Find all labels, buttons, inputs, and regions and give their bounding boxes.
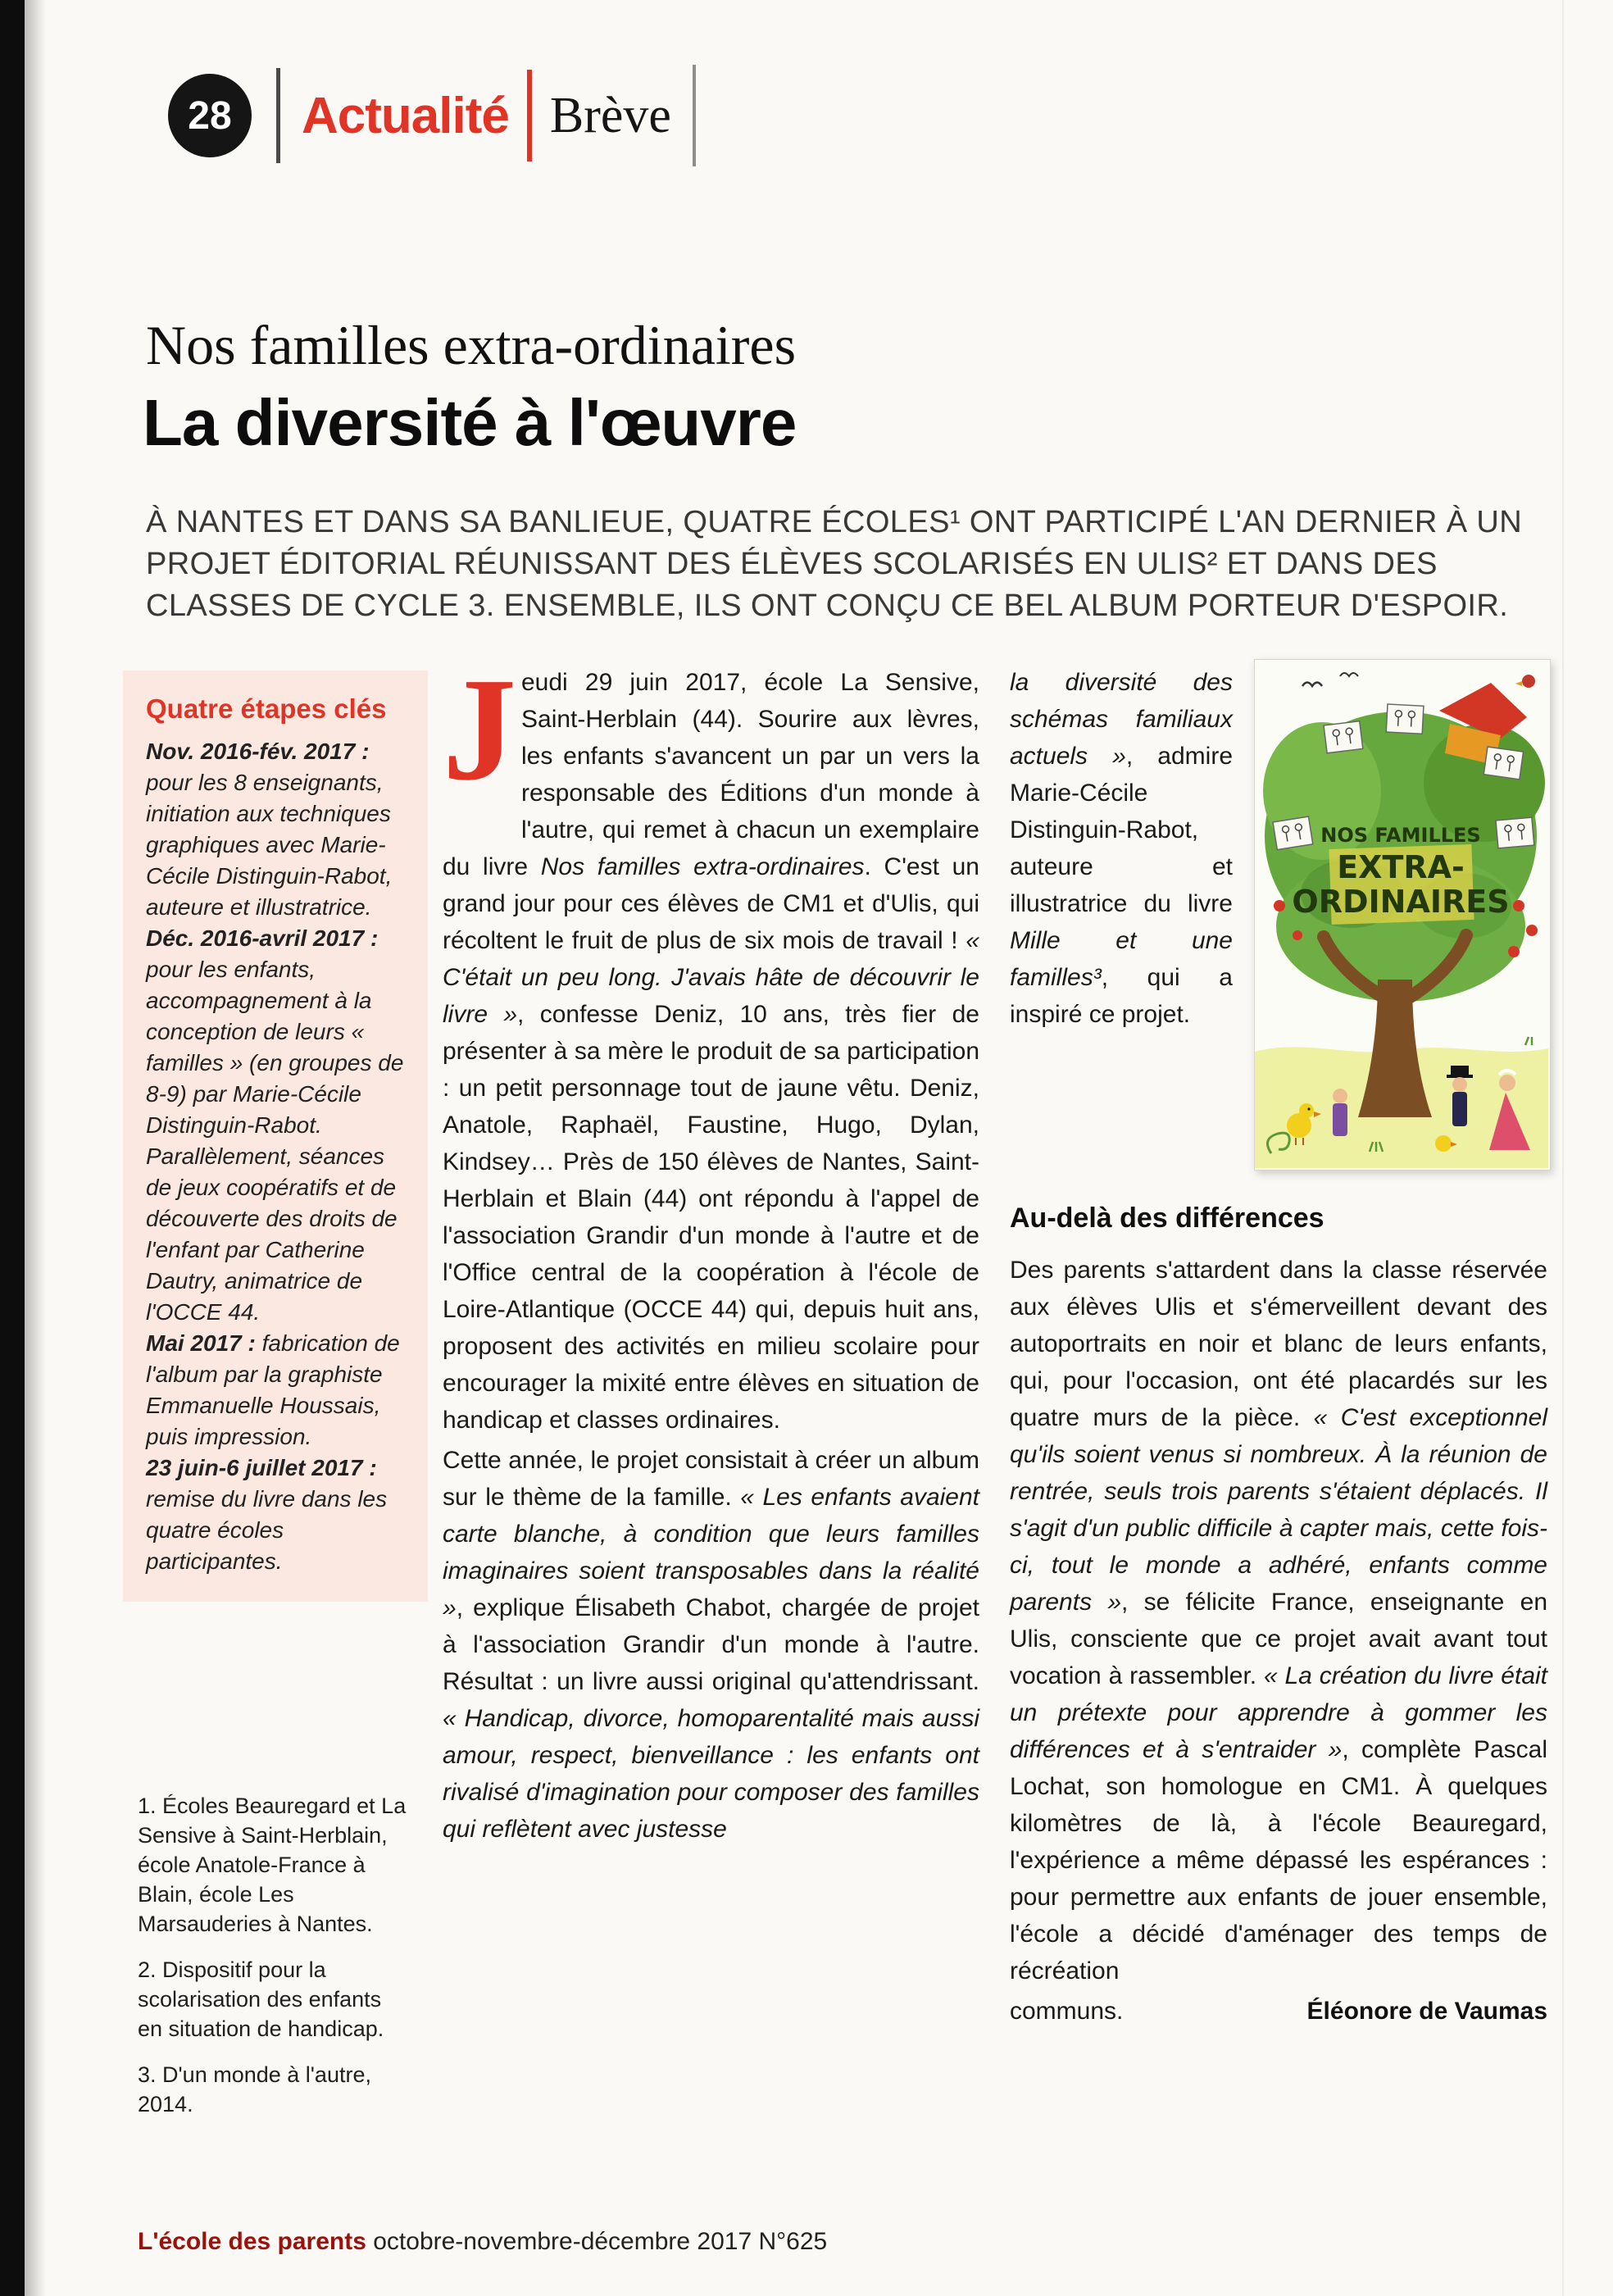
footnotes [138,1791,408,2135]
divider [276,68,280,163]
dropcap: J [443,648,516,811]
final-line [1010,1993,1547,2030]
footnote: 3. D'un monde à l'autre, 2014. [138,2062,371,2116]
footnote: 1. Écoles Beauregard et La Sensive à Saint-Herblain, école Anatole-France à Blain, école Les Marsauderies à Nantes. [138,1794,407,1936]
cover-title-mid: EXTRA- [1337,849,1465,885]
page-header [168,67,696,164]
sidebar-entry: Nov. 2016-fév. 2017 : pour les 8 enseignants, initiation aux techniques graphiques avec Marie-Cécile Distinguin-Rabot, auteure et illustratrice. [146,739,393,920]
sidebar-entry: Mai 2017 : fabrication de l'album par la graphiste Emmanuelle Houssais, puis impression. [146,1330,400,1449]
standfirst: À NANTES ET DANS SA BANLIEUE, QUATRE ÉCOLES¹ ONT PARTICIPÉ L'AN DERNIER À UN PROJET ÉDITORIAL RÉUNISSANT DES ÉLÈVES SCOLARISÉS EN ULIS² ET DANS DES CLASSES DE CYCLE 3. ENSEMBLE, ILS ONT CONÇU CE BEL ALBUM PORTEUR D'ESPOIR. [146,505,1523,623]
body-paragraph: Cette année, le projet consistait à créer un album sur le thème de la famille. « Les enfants avaient carte blanche, à condition que leurs familles imaginaires soient transposables dans la réalité », explique Élisabeth Chabot, chargée de projet à l'association Grandir d'un monde à l'autre. Résultat : un livre aussi original qu'attendrissant. « Handicap, divorce, homoparentalité mais aussi amour, respect, bienveillance : les enfants ont rivalisé d'imagination pour composer des familles qui reflètent avec justesse [443,1447,979,1843]
byline: Éléonore de Vaumas [1306,1998,1547,2025]
section-label: Actualité [302,87,509,144]
body-paragraph: Jeudi 29 juin 2017, école La Sensive, Saint-Herblain (44). Sourire aux lèvres, les enfants s'avancent un par un vers la responsable des Éditions d'un monde à l'autre, qui remet à chacun un exemplaire du livre Nos familles extra-ordinaires. C'est un grand jour pour ces élèves de CM1 et d'Ulis, qui récoltent le fruit de plus de six mois de travail ! « C'était un peu long. J'avais hâte de découvrir le livre », confesse Deniz, 10 ans, très fier de présenter à sa mère le produit de sa participation : un petit personnage tout de jaune vêtu. Deniz, Anatole, Raphaël, Faustine, Hugo, Dylan, Kindsey… Près de 150 élèves de Nantes, Saint-Herblain et Blain (44) ont répondu à l'appel de l'association Grandir d'un monde à l'autre et de l'Office central de la coopération à l'école de Loire-Atlantique (OCCE 44) qui, depuis huit ans, proposent des activités en milieu scolaire pour encourager la mixité entre élèves en situation de handicap et classes ordinaires. [443,648,979,1434]
page-number-badge [168,74,252,157]
purple-character [1333,1089,1347,1136]
subsection-label: Brève [549,87,671,143]
issue-info: octobre-novembre-décembre 2017 N°625 [366,2228,828,2255]
page-footer [138,2228,827,2256]
sidebar-title: Quatre étapes clés [146,693,387,724]
sidebar-entry: 23 juin-6 juillet 2017 : remise du livre dans les quatre écoles participantes. [146,1455,388,1574]
scan-line [1562,0,1564,2296]
section-heading: Au-delà des différences [1010,1203,1324,1234]
sidebar-entry: Déc. 2016-avril 2017 : pour les enfants, accompagnement à la conception de leurs « familles » (en groupes de 8-9) par Marie-Cécile Distinguin-Rabot. Parallèlement, séances de jeux coopératifs et de découverte des droits de l'enfant par Catherine Dautry, animatrice de l'OCCE 44. [146,925,404,1325]
body-paragraph: la diversité des schémas familiaux actuels », admire Marie-Cécile Distinguin-Rabot, auteure et illustratrice du livre Mille et une familles³, qui a inspiré ce projet. [1010,669,1234,1028]
body-column-right [1010,664,1547,2030]
sidebar-box [123,671,428,1602]
body-column-middle [443,648,979,1851]
magazine-name: L'école des parents [138,2228,366,2255]
scan-edge [0,0,25,2296]
cover-title-bottom: ORDINAIRES [1292,884,1510,920]
paragraph-last-word: communs. [1010,1998,1124,2025]
book-cover-illustration [1255,660,1548,1168]
scan-shadow [25,0,46,2296]
divider-gray [693,65,696,166]
body-paragraph: Des parents s'attardent dans la classe réservée aux élèves Ulis et s'émerveillent devant des autoportraits en noir et blanc de leurs enfants, qui, pour l'occasion, ont été placardés sur les quatre murs de la pièce. « C'est exceptionnel qu'ils soient venus si nombreux. À la réunion de rentrée, seuls trois parents s'étaient déplacés. Il s'agit d'un public difficile à capter mais, cette fois-ci, tout le monde a adhéré, enfants comme parents », se félicite France, enseignante en Ulis, consciente que ce projet avait avant tout vocation à rassembler. « La création du livre était un prétexte pour apprendre à gommer les différences et à s'entraider », complète Pascal Lochat, son homologue en CM1. À quelques kilomètres de là, à l'école Beauregard, l'expérience a même dépassé les espérances : pour permettre aux enfants de jouer ensemble, l'école a décidé d'aménager des temps de récréation [1010,1257,1548,1985]
cover-title-top: NOS FAMILLES [1320,824,1481,847]
article-title: La diversité à l'œuvre [143,386,797,459]
footnote: 2. Dispositif pour la scolarisation des enfants en situation de handicap. [138,1957,384,2041]
kicker-title: Nos familles extra-ordinaires [146,314,797,376]
book-cover [1254,659,1551,1171]
divider-red [527,70,532,161]
page-number: 28 [188,93,232,138]
